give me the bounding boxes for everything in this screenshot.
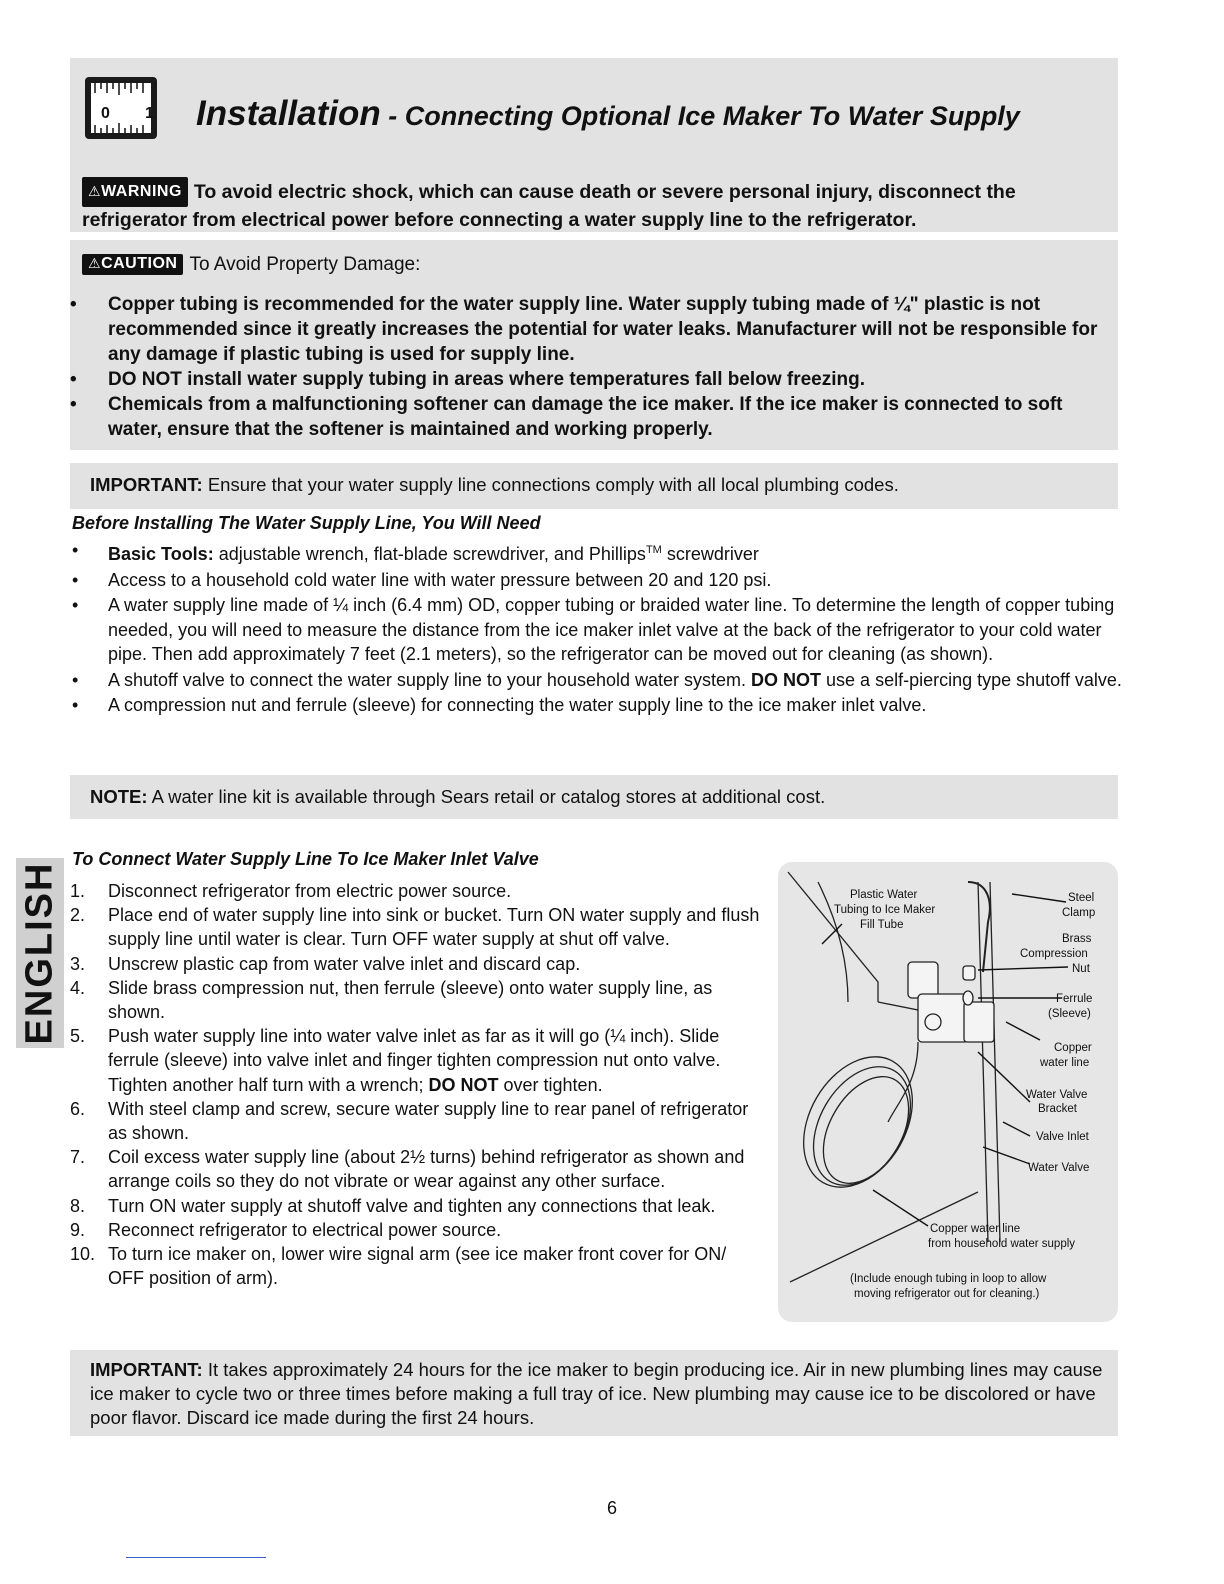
step-item — [70, 976, 760, 1024]
step-item — [70, 1145, 760, 1193]
step-text: Reconnect refrigerator to electrical power source. — [108, 1219, 502, 1240]
label-valve-bracket: Bracket — [1038, 1103, 1077, 1115]
caution-badge — [82, 254, 183, 275]
language-tab — [16, 858, 64, 1048]
note — [90, 786, 825, 808]
caution-list — [66, 292, 1106, 442]
section-heading-connect: To Connect Water Supply Line To Ice Maker Inlet Valve — [72, 849, 539, 869]
label-ferrule: (Sleeve) — [1048, 1008, 1091, 1020]
important-label: IMPORTANT: — [90, 1359, 203, 1380]
ice-maker-connection-diagram — [778, 862, 1118, 1322]
label-loop-note: (Include enough tubing in loop to allow — [850, 1273, 1047, 1285]
label-household-supply: Copper water line — [930, 1223, 1021, 1235]
tools-label: Basic Tools: — [108, 544, 214, 564]
step-number: 7. — [70, 1147, 86, 1168]
title-main: Installation — [196, 94, 381, 133]
label-copper-line: water line — [1040, 1057, 1090, 1069]
step-number: 1. — [70, 881, 86, 901]
warning-text: To avoid electric shock, which can cause death or severe personal injury, disconnect the refrigerator from electrical power before connecting a water supply line to the refrigerator. — [82, 181, 1016, 231]
tools-text: adjustable wrench, flat-blade screwdriver, and Phillips — [213, 544, 646, 564]
step-item — [70, 1097, 760, 1145]
caution-item: • DO NOT install water supply tubing in areas where temperatures fall below freezing. — [66, 367, 1106, 392]
step-item — [70, 879, 760, 903]
label-water-valve: Water Valve — [1028, 1162, 1090, 1174]
step-text: Disconnect refrigerator from electric power source. — [108, 881, 512, 901]
label-household-supply: from household water supply — [928, 1238, 1076, 1250]
requirements-list — [66, 538, 1126, 719]
label-plastic-tubing: Tubing to Ice Maker — [834, 904, 936, 916]
label-fill-tube: Fill Tube — [860, 919, 904, 931]
shutoff-emphasis: DO NOT — [751, 669, 822, 690]
list-item: • A compression nut and ferrule (sleeve) for connecting the water supply line to the ice maker inlet valve. — [66, 693, 1126, 718]
label-brass-nut: Brass — [1062, 933, 1092, 945]
caution-badge-label: CAUTION — [101, 255, 178, 272]
label-valve-bracket: Water Valve — [1026, 1089, 1088, 1101]
step-item — [70, 1242, 760, 1290]
title-sub: - Connecting Optional Ice Maker To Water Supply — [380, 101, 1020, 131]
step-number: 3. — [70, 953, 86, 974]
ruler-icon — [85, 77, 157, 139]
step-text: Slide brass compression nut, then ferrule (sleeve) onto water supply line, as shown. — [108, 977, 713, 1023]
ruler-label-zero: 0 — [101, 105, 110, 122]
label-valve-inlet: Valve Inlet — [1036, 1131, 1089, 1143]
step-text: To turn ice maker on, lower wire signal arm (see ice maker front cover for ON/ OFF position of arm). — [108, 1244, 727, 1289]
step-text: With steel clamp and screw, secure water supply line to rear panel of refrigerator as shown. — [108, 1098, 749, 1144]
step-emphasis: DO NOT — [428, 1074, 499, 1095]
step-item — [70, 1218, 760, 1242]
label-brass-nut: Nut — [1072, 963, 1090, 975]
caution-heading-text: To Avoid Property Damage: — [189, 254, 421, 275]
step-number: 8. — [70, 1195, 86, 1216]
label-brass-nut: Compression — [1020, 948, 1088, 960]
shutoff-text-end: use a self-piercing type shutoff valve. — [821, 669, 1122, 690]
shutoff-text: A shutoff valve to connect the water supply line to your household water system. — [108, 669, 752, 690]
list-item — [66, 668, 1126, 693]
step-item — [70, 952, 760, 976]
important-text: It takes approximately 24 hours for the ice maker to begin producing ice. Air in new plumbing lines may cause ice maker to cycle two or three times before making a full tray of ice. New plumbing may cause ice to be discolored or have poor flavor. Discard ice made during the first 24 hours. — [90, 1359, 1103, 1428]
page-title — [196, 94, 1020, 134]
important-label: IMPORTANT: — [90, 474, 203, 495]
list-item: • A water supply line made of ¼ inch (6.4 mm) OD, copper tubing or braided water line. To determine the length of copper tubing needed, you will need to measure the distance from the ice maker inlet valve at the back of the refrigerator to your cold water pipe. Then add approximately 7 feet (2.1 meters), so the refrigerator can be moved out for cleaning (as shown). — [66, 593, 1126, 667]
note-text: A water line kit is available through Sears retail or catalog stores at additional cost. — [147, 786, 826, 807]
important-text: Ensure that your water supply line connections comply with all local plumbing codes. — [202, 474, 899, 495]
label-loop-note: moving refrigerator out for cleaning.) — [854, 1288, 1040, 1300]
footer-divider — [126, 1557, 266, 1558]
ferrule — [963, 991, 973, 1005]
step-item — [70, 1024, 760, 1097]
important-note-bottom — [90, 1358, 1110, 1430]
list-item: • Access to a household cold water line with water pressure between 20 and 120 psi. — [66, 568, 1126, 593]
label-steel-clamp: Steel — [1068, 892, 1095, 904]
step-number: 2. — [70, 905, 86, 926]
step-number: 5. — [70, 1026, 86, 1047]
step-text: Unscrew plastic cap from water valve inlet and discard cap. — [108, 953, 581, 974]
page-number: 6 — [606, 1498, 617, 1518]
trademark: TM — [645, 544, 662, 556]
label-plastic-tubing: Plastic Water — [850, 889, 918, 901]
caution-heading — [82, 254, 420, 276]
step-text: Push water supply line into water valve inlet as far as it will go (¼ inch). Slide ferrule (sleeve) into valve inlet and finger tighten compression nut onto valve. Tighten another half turn with a wrench; — [108, 1026, 721, 1095]
warning-badge — [82, 177, 188, 207]
step-text: Turn ON water supply at shutoff valve and tighten any connections that leak. — [108, 1195, 716, 1216]
caution-item: • Copper tubing is recommended for the water supply line. Water supply tubing made of ¼" plastic is not recommended since it greatly increases the potential for water leaks. Manufacturer will not be responsible for any damage if plastic tubing is used for supply line. — [66, 292, 1106, 367]
compression-nut — [963, 966, 975, 980]
ruler-label-one: 1 — [145, 105, 154, 122]
step-item — [70, 1194, 760, 1218]
warning-message — [82, 177, 1102, 233]
caution-triangle-icon: ⚠ — [88, 255, 102, 271]
section-heading-requirements: Before Installing The Water Supply Line, You Will Need — [72, 513, 541, 533]
warning-triangle-icon: ⚠ — [88, 183, 102, 199]
warning-badge-label: WARNING — [101, 183, 182, 200]
language-tab-label: ENGLISH — [18, 861, 61, 1045]
step-number: 6. — [70, 1098, 86, 1119]
tools-end: screwdriver — [661, 544, 759, 564]
label-copper-line: Copper — [1054, 1042, 1092, 1054]
note-label: NOTE: — [90, 786, 148, 807]
caution-item: • Chemicals from a malfunctioning softener can damage the ice maker. If the ice maker is connected to soft water, ensure that the softener is maintained and working properly. — [66, 392, 1106, 442]
step-number: 9. — [70, 1219, 86, 1240]
step-text: Place end of water supply line into sink or bucket. Turn ON water supply and flush supply line until water is clear. Turn OFF water supply at shut off valve. — [108, 905, 760, 950]
step-number: 4. — [70, 977, 86, 998]
list-item — [66, 538, 1126, 567]
step-text: Coil excess water supply line (about 2½ turns) behind refrigerator as shown and arrange coils so they do not vibrate or wear against any other surface. — [108, 1147, 745, 1192]
label-ferrule: Ferrule — [1056, 993, 1093, 1005]
important-note — [90, 474, 899, 496]
step-text-end: over tighten. — [498, 1074, 603, 1095]
step-item — [70, 903, 760, 951]
steps-list — [70, 879, 760, 1290]
step-number: 10. — [70, 1244, 96, 1265]
label-steel-clamp: Clamp — [1062, 907, 1096, 919]
